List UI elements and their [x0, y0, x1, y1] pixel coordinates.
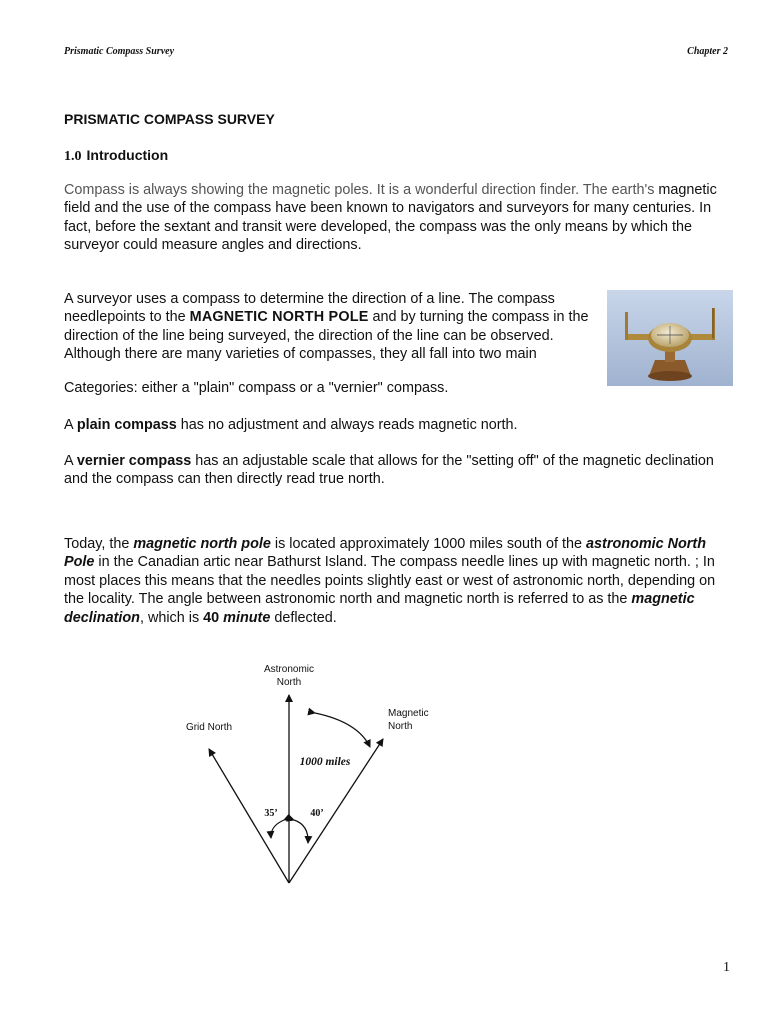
astronomic-label-line2: North: [276, 677, 302, 688]
magnetic-label-line1: Magnetic: [388, 708, 429, 719]
north-directions-diagram: [150, 650, 490, 895]
section-heading: [64, 147, 168, 165]
angle-35-arc: [271, 820, 284, 838]
magnetic-north-pole-term: magnetic north pole: [133, 536, 271, 552]
intro-paragraph: [64, 181, 724, 255]
magnetic-label-line2: North: [388, 721, 413, 732]
angle-40-label: 40’: [310, 808, 324, 819]
compass-direction-paragraph: [64, 290, 604, 364]
text-run: Today, the: [64, 536, 130, 552]
page-number: 1: [723, 960, 730, 975]
text-run: and by turning the compass in the direction of the line being surveyed, the direction of the line can be observed. Although there are many varieties of compasses, they all fall into two main: [64, 309, 589, 363]
angle-40-arc: [294, 820, 308, 843]
distance-label: 1000 miles: [299, 756, 351, 768]
text-run: A surveyor uses a compass to determine the direction of a line. The compass needlepoints to the: [64, 291, 555, 326]
text-run: deflected.: [274, 609, 337, 626]
running-header-chapter: Chapter 2: [687, 46, 728, 57]
text-run: A: [64, 417, 73, 433]
astronomic-label-line1: Astronomic: [263, 664, 315, 675]
astronomic-north-pole-term: astronomic North Pole: [64, 536, 706, 571]
declination-arc: [315, 713, 370, 747]
text-run: A: [64, 453, 73, 469]
intro-body: magnetic field and the use of the compass have been known to navigators and surveyors for many centuries. In fact, before the sextant and transit were developed, the compass was the only means by which the surveyor could measure angles and directions.: [64, 182, 717, 254]
magnetic-declination-term: magnetic declination: [64, 591, 695, 626]
text-run: has no adjustment and always reads magnetic north.: [180, 417, 518, 433]
section-title: Introduction: [86, 147, 169, 163]
declination-value: 40: [203, 609, 220, 626]
angle-35-label: 35’: [264, 808, 278, 819]
grid-north-label: Grid North: [185, 722, 233, 733]
text-run: in the Canadian artic near Bathurst Island. The compass needle lines up with magnetic north. ; In most places this means that the needles points slightly east or west of astronomic north, depending on the locality. The angle between astronomic north and magnetic north is referred to as the: [64, 554, 716, 608]
magnetic-north-paragraph: [64, 535, 732, 627]
text-run: , which is: [139, 609, 200, 626]
declination-unit: minute: [223, 609, 271, 626]
magnetic-north-pole-emphasis: MAGNETIC NORTH POLE: [189, 309, 369, 326]
intro-lead-sentence: Compass is always showing the magnetic poles. It is a wonderful direction finder. The earth's: [64, 182, 655, 198]
section-number: 1.0: [64, 149, 82, 164]
vernier-compass-term: vernier compass: [76, 453, 192, 469]
categories-paragraph: Categories: either a "plain" compass or a "vernier" compass.: [64, 380, 449, 396]
plain-compass-term: plain compass: [76, 417, 177, 433]
document-title: PRISMATIC COMPASS SURVEY: [64, 111, 275, 127]
text-run: is located approximately 1000 miles south of the: [274, 536, 583, 552]
vernier-compass-paragraph: [64, 452, 714, 489]
compass-photo: [607, 290, 733, 386]
plain-compass-paragraph: [64, 416, 724, 434]
text-run: has an adjustable scale that allows for the "setting off" of the magnetic declination and the compass can then directly read true north.: [64, 453, 714, 488]
running-header-title: Prismatic Compass Survey: [64, 46, 175, 57]
